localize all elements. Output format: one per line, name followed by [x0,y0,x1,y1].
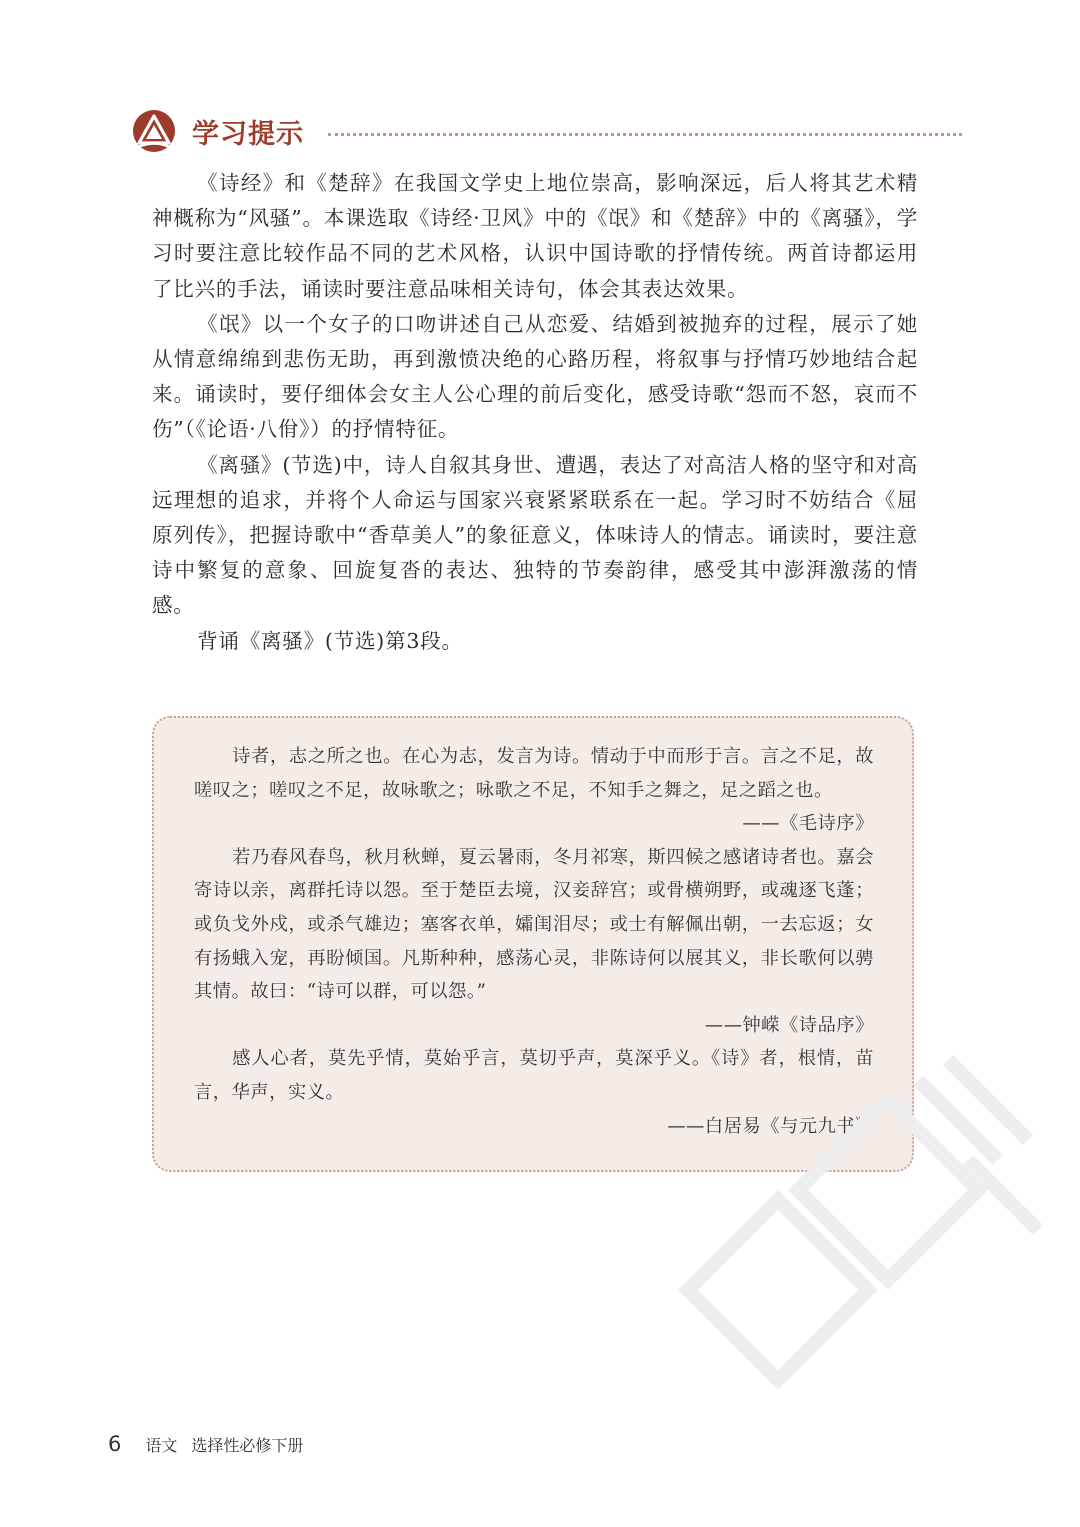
page-footer [108,1432,303,1462]
tip-paragraph-1: 《诗经》和《楚辞》在我国文学史上地位崇高，影响深远，后人将其艺术精神概称为“风骚”。本课选取《诗经·卫风》中的《氓》和《楚辞》中的《离骚》，学习时要注意比较作品不同的艺术风格，认识中国诗歌的抒情传统。两首诗都运用了比兴的手法，诵读时要注意品味相关诗句，体会其表达效果。 [152,171,918,301]
quotation-box [152,716,914,1172]
header-dotted-rule [328,133,962,136]
quote-text-1: 诗者，志之所之也。在心为志，发言为诗。情动于中而形于言。言之不足，故嗟叹之；嗟叹之不足，故咏歌之；咏歌之不足，不知手之舞之，足之蹈之也。 [194,746,874,801]
quote-source-3: ——白居易《与元九书》 [667,1115,874,1137]
quote-text-2: 若乃春风春鸟，秋月秋蝉，夏云暑雨，冬月祁寒，斯四候之感诸诗者也。嘉会寄诗以亲，离群托诗以怨。至于楚臣去境，汉妾辞宫；或骨横朔野，或魂逐飞蓬；或负戈外戍，或杀气雄边；塞客衣单，孀闺泪尽；或士有解佩出朝，一去忘返；女有扬蛾入宠，再盼倾国。凡斯种种，感荡心灵，非陈诗何以展其义，非长歌何以骋其情。故曰：“诗可以群，可以怨。” [194,846,874,1003]
book-subject: 语文 [145,1436,178,1455]
quote-source-2: ——钟嵘《诗品序》 [704,1014,874,1036]
tip-paragraph-3: 《离骚》(节选)中，诗人自叙其身世、遭遇，表达了对高洁人格的坚守和对高远理想的追求，并将个人命运与国家兴衰紧紧联系在一起。学习时不妨结合《屈原列传》，把握诗歌中“香草美人”的象征意义，体味诗人的情志。诵读时，要注意诗中繁复的意象、回旋复沓的表达、独特的节奏韵律，感受其中澎湃激荡的情感。 [152,452,918,618]
section-title: 学习提示 [192,118,304,150]
triangle-logo-icon [132,109,176,153]
page-number: 6 [108,1432,122,1456]
tip-paragraph-2: 《氓》以一个女子的口吻讲述自己从恋爱、结婚到被抛弃的过程，展示了她从情意绵绵到悲伤无助，再到激愤决绝的心路历程，将叙事与抒情巧妙地结合起来。诵读时，要仔细体会女主人公心理的前后变化，感受诗歌“怨而不怒，哀而不伤”（《论语·八佾》）的抒情特征。 [152,311,918,442]
quote-text-3: 感人心者，莫先乎情，莫始乎言，莫切乎声，莫深乎义。《诗》者，根情，苗言，华声，实义。 [194,1048,874,1103]
section-header [132,104,962,158]
quote-source-1: ——《毛诗序》 [742,813,874,835]
study-tips-body [152,166,918,659]
tip-paragraph-4: 背诵《离骚》(节选)第3段。 [197,628,463,653]
book-title: 选择性必修下册 [191,1436,304,1455]
